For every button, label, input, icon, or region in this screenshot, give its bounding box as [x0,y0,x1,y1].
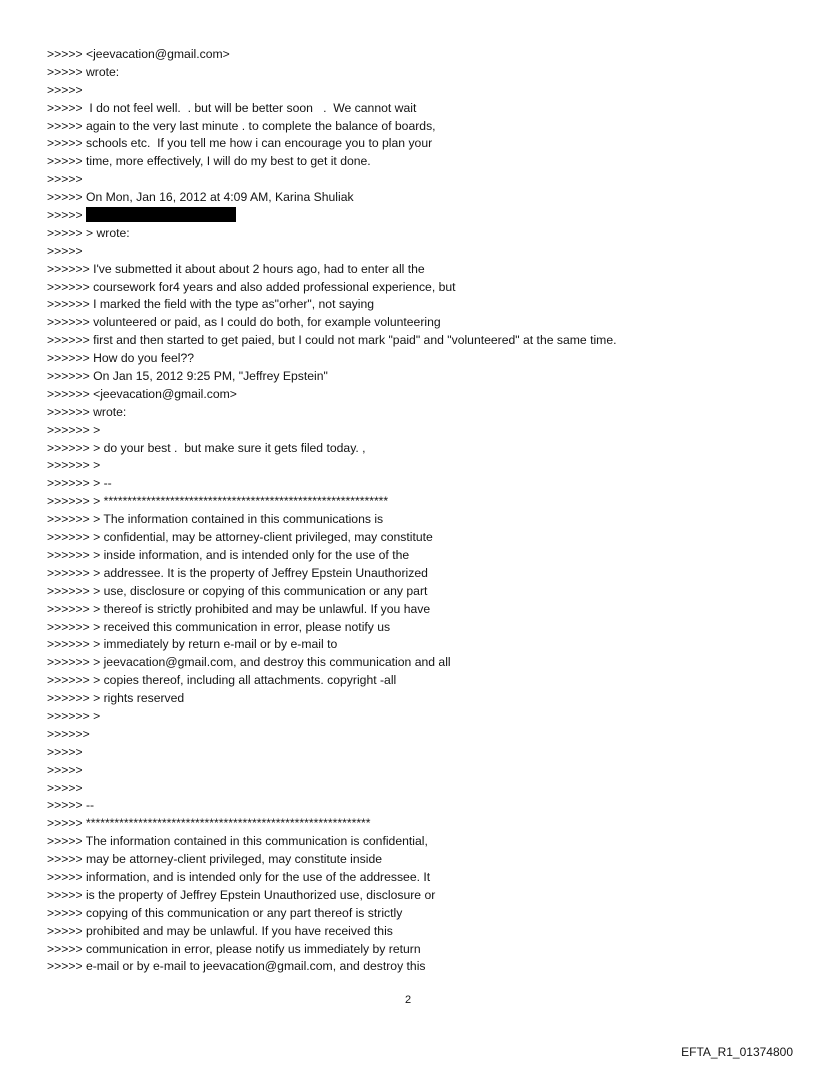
email-line: >>>>>> [47,726,90,741]
email-line: >>>>>> > use, disclosure or copying of this communication or any part [47,583,428,598]
redaction-block [86,207,236,222]
email-line: >>>>>> coursework for4 years and also added professional experience, but [47,279,456,294]
email-line: >>>>>> > [47,708,101,723]
email-line: >>>>>> > immediately by return e-mail or by e-mail to [47,637,338,652]
email-line: >>>>>> I've submetted it about about 2 hours ago, had to enter all the [47,261,425,276]
email-line: >>>>>> How do you feel?? [47,351,195,366]
email-line: >>>>> On Mon, Jan 16, 2012 at 4:09 AM, Karina Shuliak [47,190,354,205]
email-line: >>>>>> > confidential, may be attorney-client privileged, may constitute [47,530,433,545]
email-line: >>>>>> > The information contained in this communications is [47,512,384,527]
email-line: >>>>> [47,172,83,187]
email-line: >>>>> copying of this communication or any part thereof is strictly [47,905,403,920]
email-line: >>>>>> volunteered or paid, as I could do both, for example volunteering [47,315,441,330]
email-line: >>>>> is the property of Jeffrey Epstein Unauthorized use, disclosure or [47,887,436,902]
email-line: >>>>>> > thereof is strictly prohibited and may be unlawful. If you have [47,601,431,616]
email-line: >>>>>> > [47,458,101,473]
email-line: >>>>>> <jeevacation@gmail.com> [47,386,237,401]
email-line: >>>>> e-mail or by e-mail to jeevacation@gmail.com, and destroy this [47,959,426,974]
email-line: >>>>> [47,762,83,777]
email-line: >>>>> information, and is intended only for the use of the addressee. It [47,869,431,884]
email-line: >>>>>> wrote: [47,404,127,419]
email-line: >>>>> communication in error, please notify us immediately by return [47,941,421,956]
email-line: >>>>>> > copies thereof, including all attachments. copyright -all [47,673,397,688]
email-line: >>>>>> On Jan 15, 2012 9:25 PM, "Jeffrey Epstein" [47,369,328,384]
email-line: >>>>> [47,780,83,795]
email-body [47,46,787,976]
email-line: >>>>> <jeevacation@gmail.com> [47,47,230,61]
email-line: >>>>>> > [47,422,101,437]
page-number: 2 [404,994,412,1006]
document-id: EFTA_R1_01374800 [681,1045,793,1059]
email-line: >>>>> may be attorney-client privileged, may constitute inside [47,852,383,867]
email-line: >>>>>> > addressee. It is the property of Jeffrey Epstein Unauthorized [47,565,428,580]
email-line: >>>>>> > ************************************************************ [47,494,389,509]
email-line: >>>>> wrote: [47,64,120,79]
email-line: >>>>> schools etc. If you tell me how i can encourage you to plan your [47,136,433,151]
email-line: >>>>> [47,82,83,97]
email-line: >>>>> prohibited and may be unlawful. If you have received this [47,923,393,938]
email-line: >>>>> [47,243,83,258]
email-line: >>>>>> > inside information, and is intended only for the use of the [47,547,410,562]
email-line: >>>>>> > received this communication in error, please notify us [47,619,391,634]
email-line: >>>>> time, more effectively, I will do my best to get it done. [47,154,371,169]
email-line: >>>>>> > jeevacation@gmail.com, and destroy this communication and all [47,655,451,670]
email-line: >>>>> again to the very last minute . to complete the balance of boards, [47,118,436,133]
email-line: >>>>>> > rights reserved [47,691,185,706]
email-line: >>>>>> > -- [47,476,112,491]
email-line: >>>>>> > do your best . but make sure it gets filed today. , [47,440,366,455]
email-line: >>>>> > wrote: [47,225,130,240]
email-line: >>>>> I do not feel well. . but will be better soon . We cannot wait [47,100,417,115]
email-line: >>>>> [47,744,83,759]
email-line-prefix: >>>>> [47,208,86,223]
email-line: >>>>>> first and then started to get paied, but I could not mark "paid" and "volunteered" at the same time. [47,333,617,348]
email-line-redacted [47,207,787,225]
email-line: >>>>> -- [47,798,95,813]
email-line: >>>>> ************************************************************ [47,816,371,831]
email-line: >>>>> The information contained in this communication is confidential, [47,834,428,849]
email-line: >>>>>> I marked the field with the type as"orher", not saying [47,297,375,312]
